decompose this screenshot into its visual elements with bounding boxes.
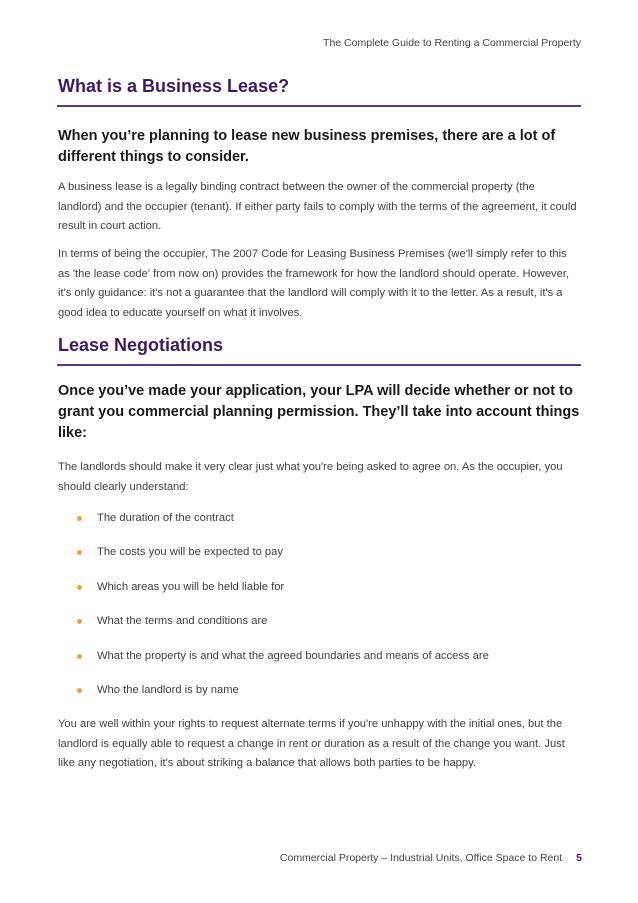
list-item-text: The costs you will be expected to pay: [97, 546, 283, 559]
body-paragraph: You are well within your rights to request alternate terms if you're unhappy with the initial ones, but the landlord is equally able to request a change in rent or duration as a result of the change you want. Just like any negotiation, it's about striking a balance that allows both parties to be happy.: [58, 718, 565, 769]
bullet-dot-icon: [77, 688, 82, 693]
body-paragraph: A business lease is a legally binding contract between the owner of the commercial property (the landlord) and the occupier (tenant). If either party fails to comply with the terms of the agreement, it could result in court action.: [58, 181, 577, 232]
bullet-dot-icon: [77, 550, 82, 555]
list-item-text: What the property is and what the agreed boundaries and means of access are: [97, 649, 489, 662]
section-heading-business-lease: What is a Business Lease?: [58, 76, 290, 96]
section-heading-lease-negotiations: Lease Negotiations: [58, 335, 224, 355]
list-item: [76, 680, 489, 714]
list-item-text: Who the landlord is by name: [97, 683, 239, 696]
list-item: [76, 646, 489, 680]
footer-text: Commercial Property – Industrial Units, Office Space to Rent: [279, 852, 563, 864]
list-item: [76, 508, 489, 542]
bullet-dot-icon: [77, 619, 82, 624]
section-intro: Once you’ve made your application, your LPA will decide whether or not to grant you commercial planning permission. They’ll take into account things like:: [58, 383, 580, 441]
heading-divider: [57, 105, 581, 107]
list-item: [76, 577, 489, 611]
list-item-text: Which areas you will be held liable for: [97, 580, 285, 593]
list-item-text: What the terms and conditions are: [97, 615, 268, 628]
page-number: 5: [576, 852, 582, 864]
heading-divider: [57, 364, 581, 366]
bullet-dot-icon: [77, 654, 82, 659]
section-intro: When you’re planning to lease new business premises, there are a lot of different things to consider.: [58, 128, 556, 165]
bullet-list: [76, 508, 489, 714]
running-footer: [280, 852, 582, 864]
bullet-dot-icon: [77, 585, 82, 590]
list-item-text: The duration of the contract: [97, 512, 234, 524]
bullet-dot-icon: [77, 516, 82, 521]
body-paragraph: The landlords should make it very clear just what you're being asked to agree on. As the occupier, you should clearly understand:: [58, 461, 563, 493]
body-paragraph: In terms of being the occupier, The 2007 Code for Leasing Business Premises (we'll simply refer to this as 'the lease code' from now on) provides the framework for how the landlord should operate. However, it's only guidance: it's not a guarantee that the landlord will comply with it to the letter. As a result, it's a good idea to educate yourself on what it involves.: [58, 248, 570, 319]
list-item: [76, 542, 489, 576]
running-header: The Complete Guide to Renting a Commercial Property: [323, 37, 581, 49]
list-item: [76, 611, 489, 645]
